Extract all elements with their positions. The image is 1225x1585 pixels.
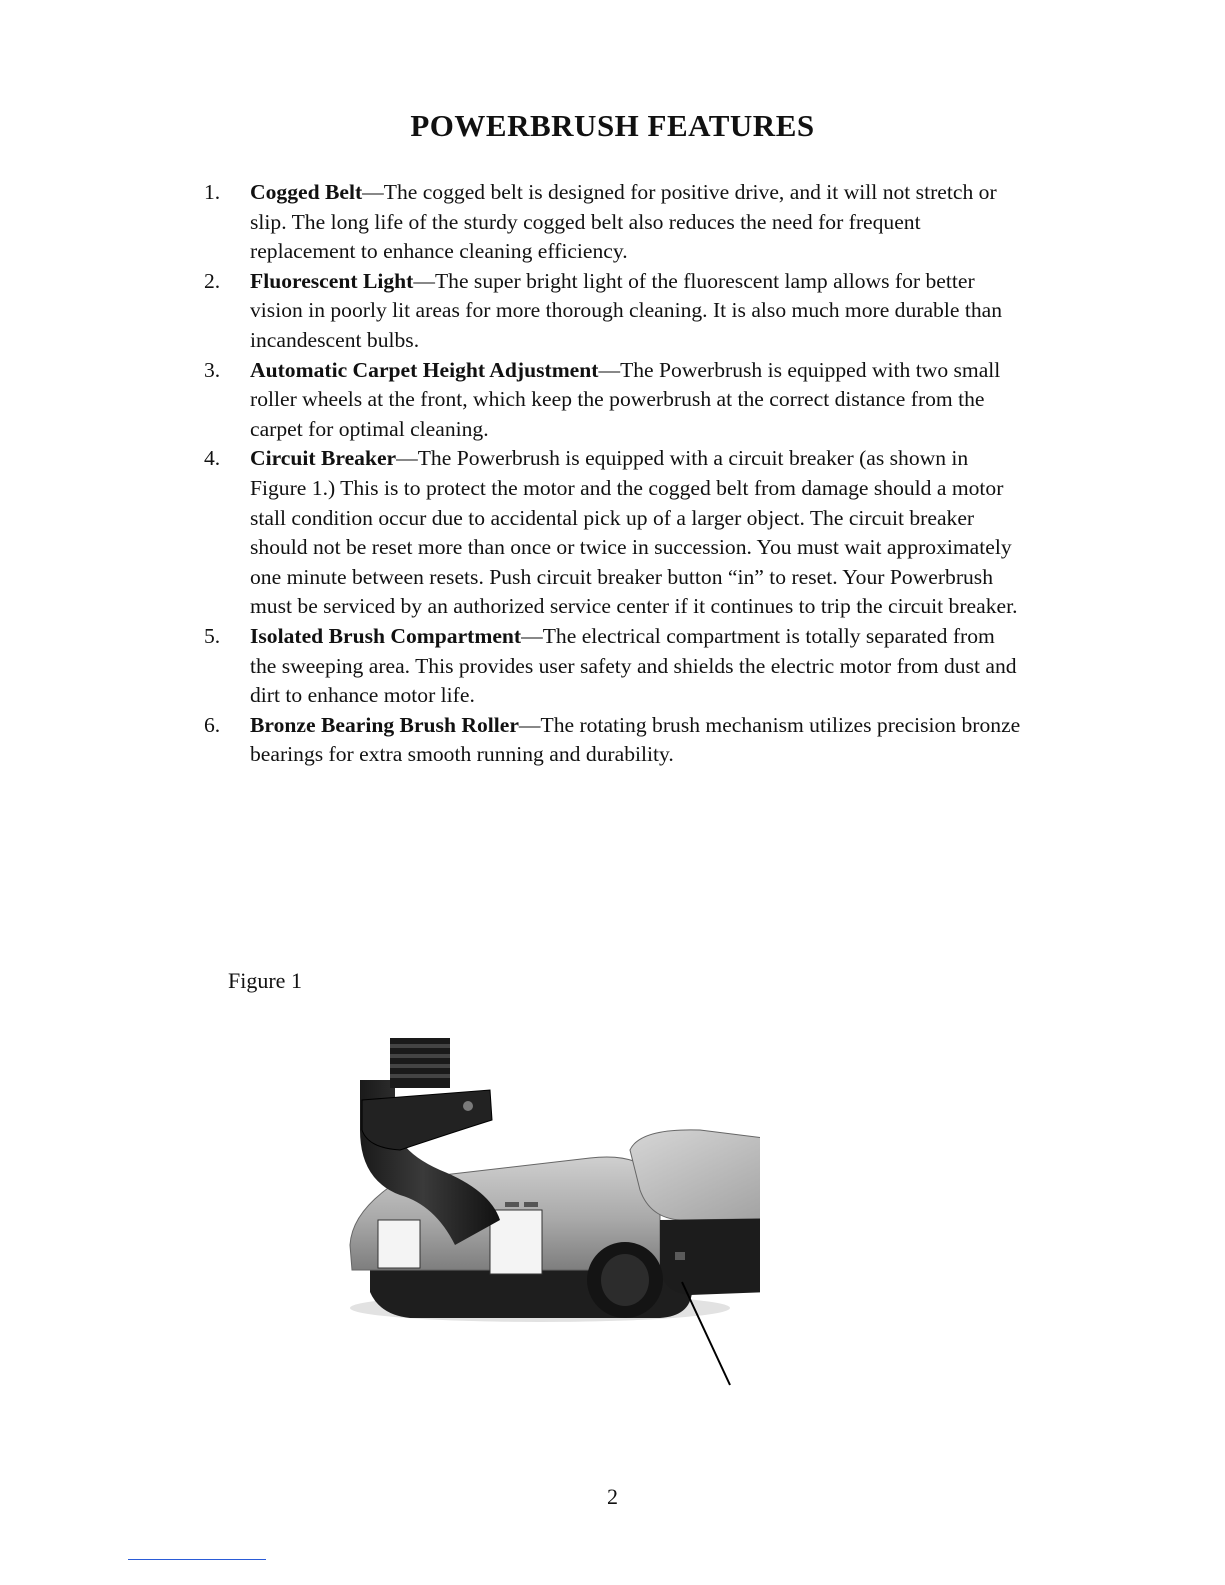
feature-name: Bronze Bearing Brush Roller xyxy=(250,712,519,737)
light-slot xyxy=(524,1202,538,1207)
hose-cuff xyxy=(390,1038,450,1088)
feature-name: Cogged Belt xyxy=(250,180,363,204)
feature-name: Circuit Breaker xyxy=(250,446,397,471)
feature-name: Isolated Brush Compartment xyxy=(250,623,522,648)
pointer-line xyxy=(682,1282,730,1385)
feature-number: 5. xyxy=(204,623,221,648)
feature-name: Fluorescent Light xyxy=(250,268,414,293)
light-slot xyxy=(505,1202,519,1207)
page-number: 2 xyxy=(607,1484,618,1509)
collar-screw xyxy=(463,1101,473,1111)
feature-description: —The Powerbrush is equipped with a circuit breaker (as shown in Figure 1.) This is to protect the motor and the cogged belt from damage should a motor stall condition occur due to accidental pick up of a larger object. The circuit breaker should not be reset more than once or twice in succession. You must wait approximately one minute between resets. Push circuit breaker button “in” to reset. Your Powerbrush must be serviced by an authorized service center if it continues to trip the circuit breaker. xyxy=(250,446,1018,619)
feature-item xyxy=(192,444,1022,622)
circuit-breaker-button xyxy=(675,1252,685,1260)
figure-label: Figure 1 xyxy=(228,968,302,993)
feature-item xyxy=(192,711,1022,770)
front-hood xyxy=(630,1130,760,1220)
feature-description: —The electrical compartment is totally separated from the sweeping area. This provides user safety and shields the electric motor from dust and dirt to enhance motor life. xyxy=(250,623,1017,708)
powerbrush-figure xyxy=(340,1030,760,1390)
feature-item xyxy=(192,622,1022,711)
footer-rule xyxy=(128,1559,266,1560)
feature-description: —The Powerbrush is equipped with two small roller wheels at the front, which keep the powerbrush at the correct distance from the carpet for optimal cleaning. xyxy=(250,357,1001,441)
feature-item xyxy=(192,178,1022,267)
feature-description: —The rotating brush mechanism utilizes precision bronze bearings for extra smooth running and durability. xyxy=(250,712,1021,767)
feature-number: 2. xyxy=(204,268,221,293)
wheel-hub xyxy=(601,1254,649,1306)
feature-number: 1. xyxy=(204,180,221,204)
feature-item xyxy=(192,356,1022,445)
feature-number: 4. xyxy=(204,446,221,471)
warning-label xyxy=(378,1220,420,1268)
feature-number: 6. xyxy=(204,712,221,737)
feature-name: Automatic Carpet Height Adjustment xyxy=(250,357,599,382)
page-title: POWERBRUSH FEATURES xyxy=(410,108,815,143)
feature-number: 3. xyxy=(204,357,221,382)
feature-description: —The super bright light of the fluorescent lamp allows for better vision in poorly lit areas for more thorough cleaning. It is also much more durable than incandescent bulbs. xyxy=(250,268,1002,352)
feature-item xyxy=(192,267,1022,356)
features-list xyxy=(192,178,1022,770)
hose-collar xyxy=(362,1090,492,1150)
feature-description: —The cogged belt is designed for positive drive, and it will not stretch or slip. The long life of the sturdy cogged belt also reduces the need for frequent replacement to enhance cleaning efficiency. xyxy=(250,180,997,264)
